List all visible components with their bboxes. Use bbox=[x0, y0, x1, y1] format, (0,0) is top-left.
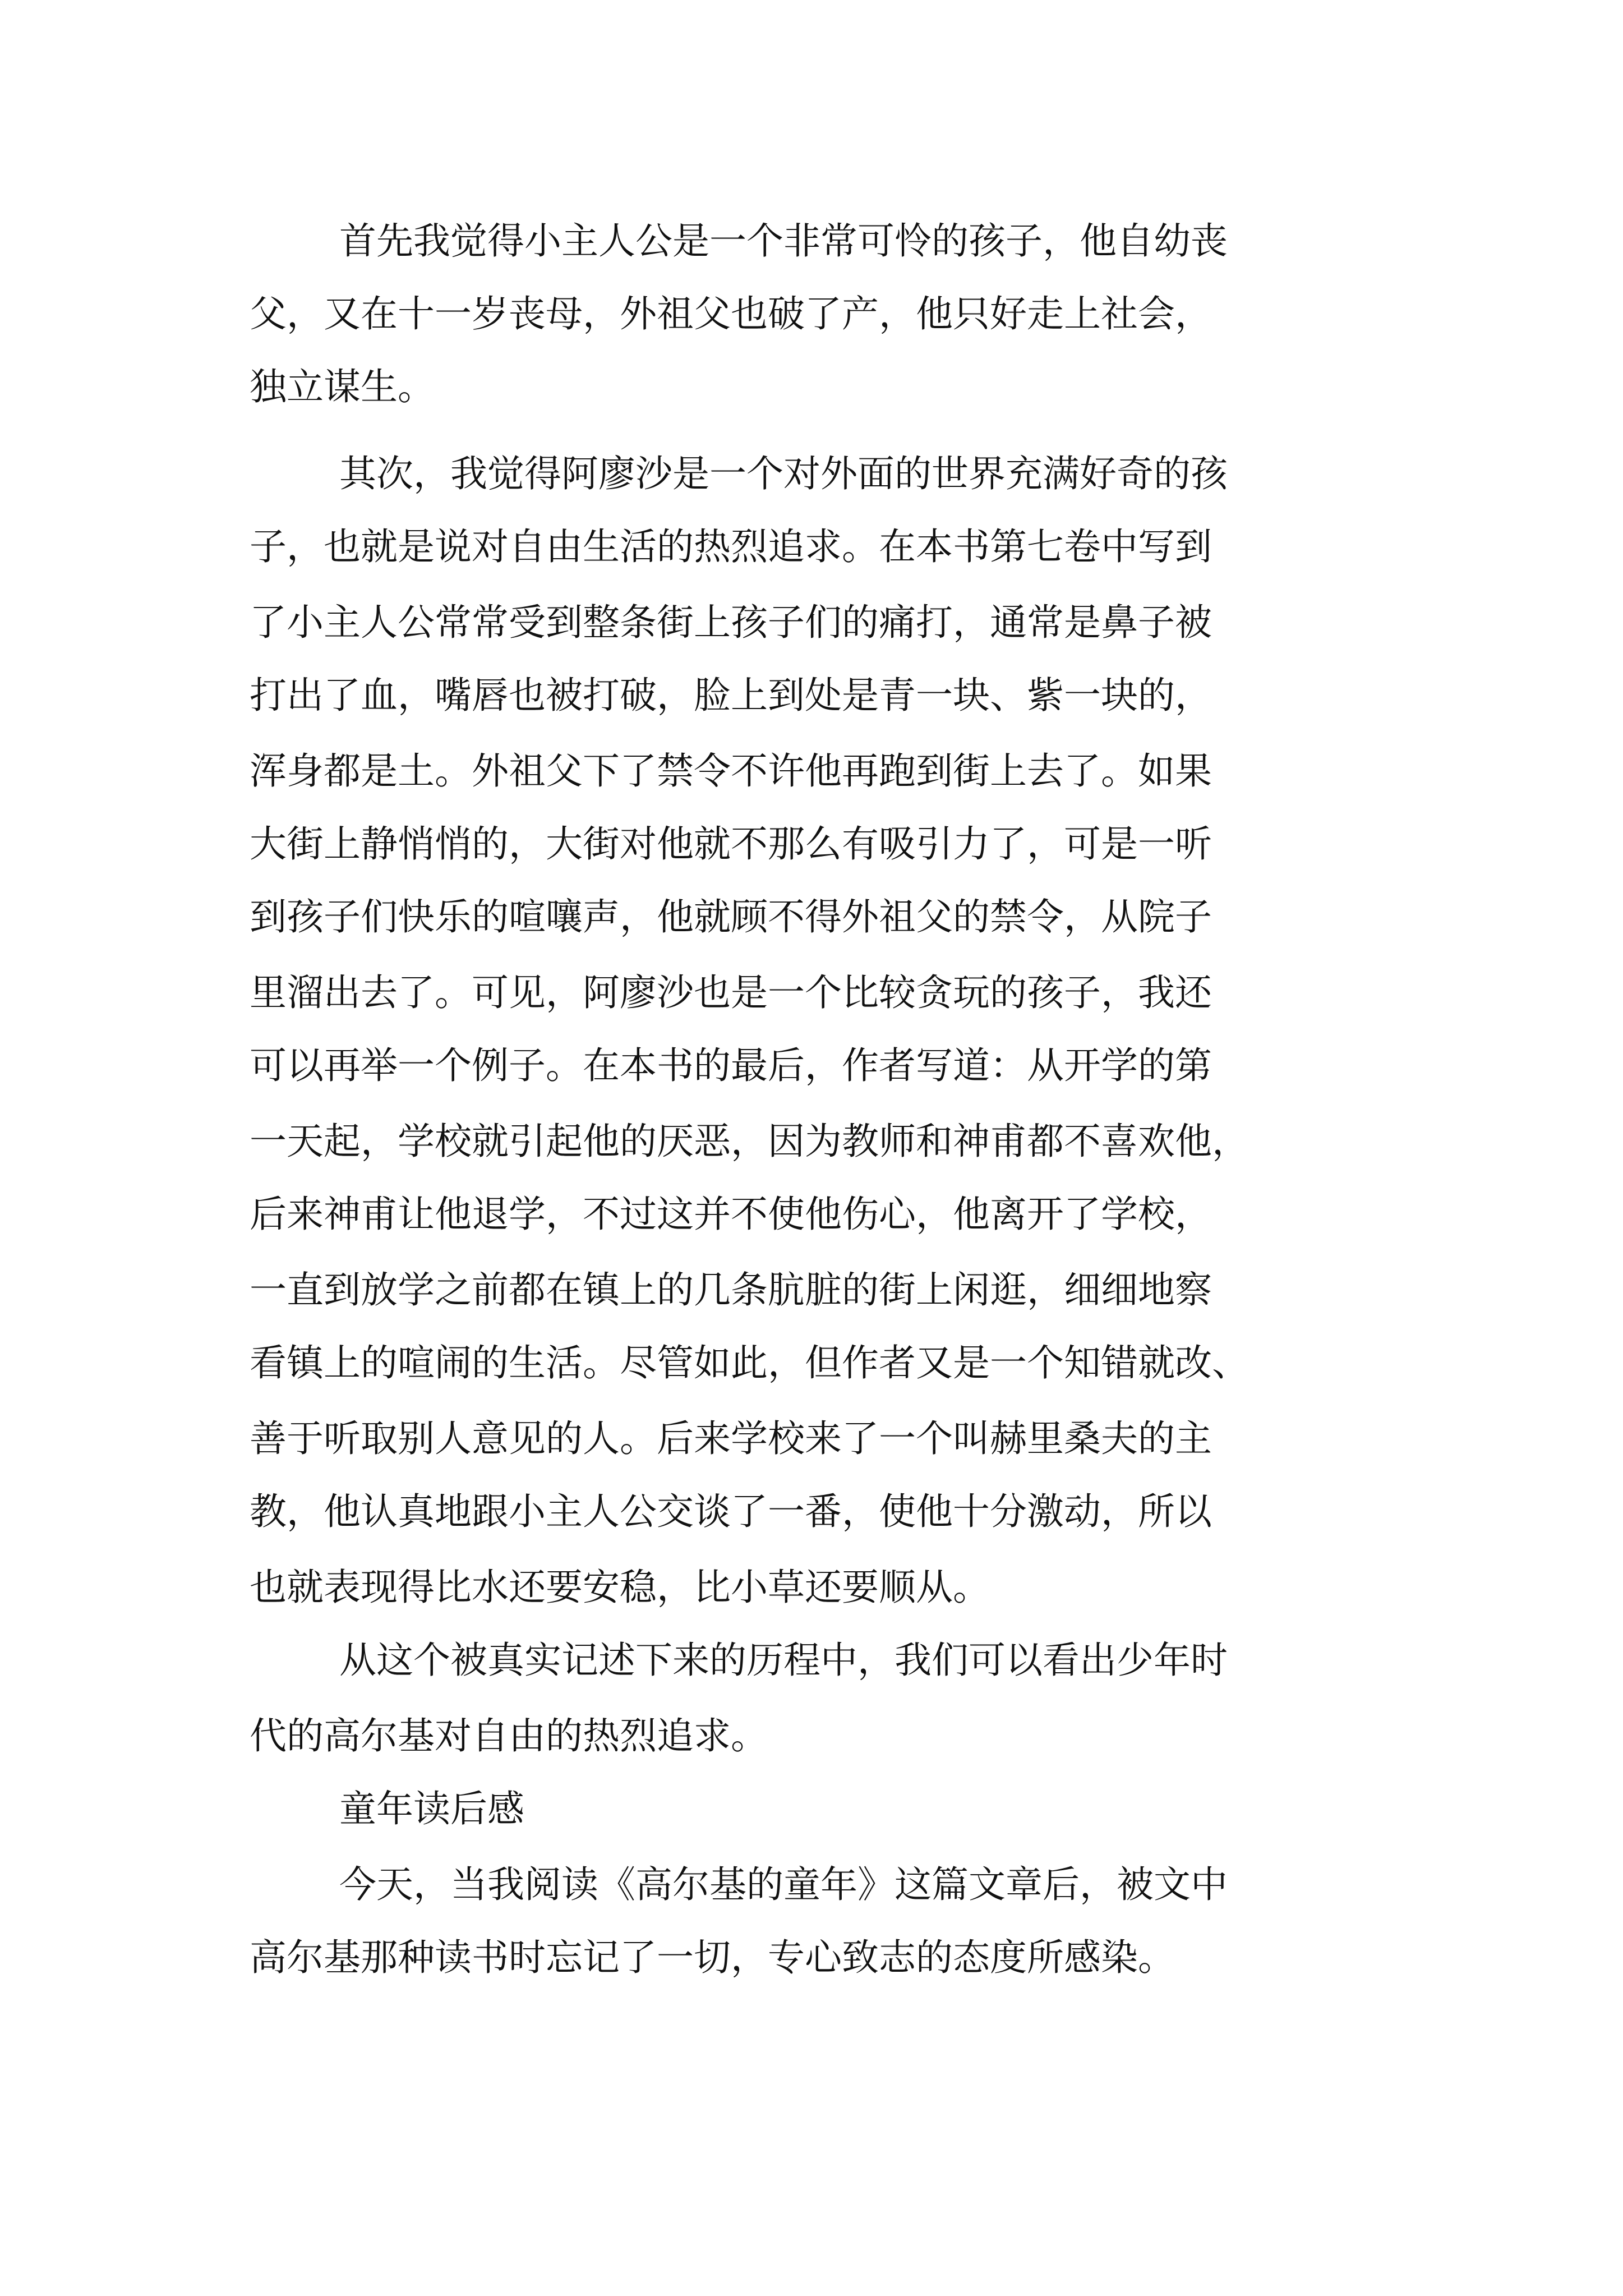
paragraph-2-line-14: 善于听取别人意见的人。后来学校来了一个叫赫里桑夫的主 bbox=[250, 1417, 1212, 1460]
paragraph-3-line-2: 代的高尔基对自由的热烈追求。 bbox=[250, 1714, 768, 1757]
paragraph-2-line-10: 一天起，学校就引起他的厌恶，因为教师和神甫都不喜欢他， bbox=[250, 1120, 1249, 1163]
paragraph-2-line-8: 里溜出去了。可见，阿廖沙也是一个比较贪玩的孩子，我还 bbox=[250, 971, 1212, 1014]
paragraph-2-line-5: 浑身都是土。外祖父下了禁令不许他再跑到街上去了。如果 bbox=[250, 749, 1212, 793]
paragraph-2-line-4: 打出了血，嘴唇也被打破，脸上到处是青一块、紫一块的， bbox=[250, 674, 1212, 717]
paragraph-2-line-16: 也就表现得比水还要安稳，比小草还要顺从。 bbox=[250, 1566, 990, 1609]
paragraph-2-line-7: 到孩子们快乐的喧嚷声，他就顾不得外祖父的禁令，从院子 bbox=[250, 895, 1212, 938]
paragraph-2-line-3: 了小主人公常常受到整条街上孩子们的痛打，通常是鼻子被 bbox=[250, 601, 1212, 644]
paragraph-2-line-1: 其次，我觉得阿廖沙是一个对外面的世界充满好奇的孩 bbox=[339, 452, 1228, 495]
paragraph-2-line-15: 教，他认真地跟小主人公交谈了一番，使他十分激动，所以 bbox=[250, 1490, 1212, 1533]
paragraph-4-line-1: 今天，当我阅读《高尔基的童年》这篇文章后，被文中 bbox=[339, 1863, 1228, 1906]
paragraph-2-line-2: 子，也就是说对自由生活的热烈追求。在本书第七卷中写到 bbox=[250, 525, 1212, 568]
paragraph-1-line-1: 首先我觉得小主人公是一个非常可怜的孩子，他自幼丧 bbox=[339, 219, 1228, 263]
paragraph-2-line-9: 可以再举一个例子。在本书的最后，作者写道：从开学的第 bbox=[250, 1044, 1212, 1087]
paragraph-2-line-6: 大街上静悄悄的，大街对他就不那么有吸引力了，可是一听 bbox=[250, 822, 1212, 866]
paragraph-2-line-13: 看镇上的喧闹的生活。尽管如此，但作者又是一个知错就改、 bbox=[250, 1341, 1249, 1384]
paragraph-2-line-12: 一直到放学之前都在镇上的几条肮脏的街上闲逛，细细地察 bbox=[250, 1268, 1212, 1312]
paragraph-2-line-11: 后来神甫让他退学，不过这并不使他伤心，他离开了学校， bbox=[250, 1193, 1212, 1236]
paragraph-3-line-1: 从这个被真实记述下来的历程中，我们可以看出少年时 bbox=[339, 1639, 1228, 1682]
paragraph-4-line-2: 高尔基那种读书时忘记了一切，专心致志的态度所感染。 bbox=[250, 1936, 1175, 1979]
paragraph-1-line-2: 父，又在十一岁丧母，外祖父也破了产，他只好走上社会， bbox=[250, 292, 1212, 335]
section-heading: 童年读后感 bbox=[339, 1787, 524, 1830]
paragraph-1-line-3: 独立谋生。 bbox=[250, 365, 435, 408]
